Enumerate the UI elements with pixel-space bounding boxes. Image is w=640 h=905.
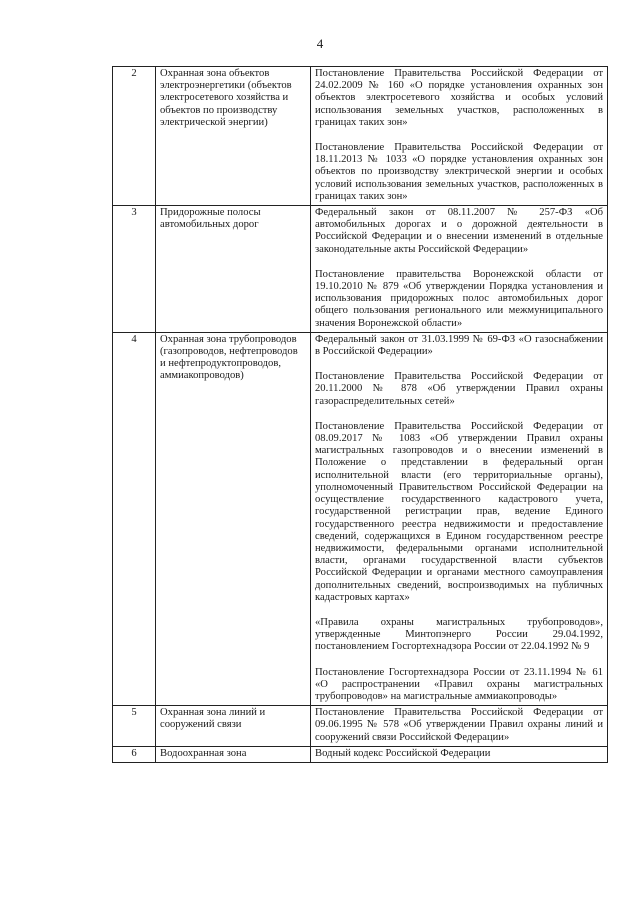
legal-docs-cell — [311, 67, 608, 206]
legal-docs-cell — [311, 706, 608, 747]
table-row — [113, 746, 608, 762]
legal-doc: Постановление Правительства Российской Федерации от 09.06.1995 № 578 «Об утверждении Правил охраны линий и сооружений связи Российской Федерации» — [315, 707, 603, 743]
legal-doc: Постановление Правительства Российской Федерации от 08.09.2017 № 1083 «Об утверждении Правил охраны магистральных газопроводов и о внесении изменений в Положение о представлении в федеральный орган исполнительной власти (его территориальные органы), уполномоченный Правительством Российской Федерации на осуществление государственного кадастрового учета, государственной регистрации прав, ведение Единого государственного реестра недвижимости и предоставление сведений, содержащихся в Едином государственном реестре недвижимости, федеральными органами исполнительной власти, органами государственной власти субъектов Российской Федерации и органами местного самоуправления дополнительных сведений, воспроизводимых на публичных кадастровых картах» — [315, 420, 603, 603]
zones-table — [112, 66, 608, 763]
page-number: 4 — [316, 36, 324, 51]
row-number: 6 — [113, 746, 156, 762]
zone-name: Охранная зона трубопроводов (газопроводов, нефтепроводов и нефтепродуктопроводов, аммиакопроводов) — [156, 332, 311, 705]
legal-doc: Водный кодекс Российской Федерации — [315, 747, 491, 759]
zone-name: Придорожные полосы автомобильных дорог — [156, 206, 311, 333]
legal-doc: Федеральный закон от 08.11.2007 № 257-ФЗ «Об автомобильных дорогах и о дорожной деятельности в Российской Федерации и о внесении изменений в отдельные законодательные акты Российской Федерации» — [315, 207, 603, 255]
row-number: 5 — [113, 706, 156, 747]
row-number: 3 — [113, 206, 156, 333]
legal-doc: Постановление Правительства Российской Федерации от 20.11.2000 № 878 «Об утверждении Правил охраны газораспределительных сетей» — [315, 371, 603, 407]
zone-name: Охранная зона объектов электроэнергетики (объектов электросетевого хозяйства и объектов по производству электрической энергии) — [156, 67, 311, 206]
legal-docs-cell — [311, 206, 608, 333]
legal-docs-cell — [311, 746, 608, 762]
table-row — [113, 332, 608, 705]
legal-doc: Постановление правительства Воронежской области от 19.10.2010 № 879 «Об утверждении Порядка установления и использования придорожных полос автомобильных дорог общего пользования регионального или межмуниципального значения Воронежской области» — [315, 268, 603, 329]
legal-doc: Постановление Правительства Российской Федерации от 18.11.2013 № 1033 «О порядке установления охранных зон объектов по производству электрической энергии и особых условий использования земельных участков, расположенных в границах таких зон» — [315, 142, 603, 202]
zone-name: Водоохранная зона — [156, 746, 311, 762]
legal-doc: Постановление Правительства Российской Федерации от 24.02.2009 № 160 «О порядке установления охранных зон объектов электросетевого хозяйства и особых условий использования земельных участков, расположенных в границах таких зон» — [315, 68, 603, 128]
legal-doc: Постановление Госгортехнадзора России от 23.11.1994 № 61 «О распространении «Правил охраны магистральных трубопроводов» на магистральные аммиакопроводы» — [315, 666, 603, 702]
table-row — [113, 206, 608, 333]
legal-doc: Федеральный закон от 31.03.1999 № 69-ФЗ «О газоснабжении в Российской Федерации» — [315, 333, 603, 358]
row-number: 2 — [113, 67, 156, 206]
table-row — [113, 706, 608, 747]
row-number: 4 — [113, 332, 156, 705]
legal-docs-cell — [311, 332, 608, 705]
legal-doc: «Правила охраны магистральных трубопроводов», утвержденные Минтопэнерго России 29.04.1992, постановлением Госгортехнадзора России от 22.04.1992 № 9 — [315, 616, 603, 653]
table-row — [113, 67, 608, 206]
zone-name: Охранная зона линий и сооружений связи — [156, 706, 311, 747]
